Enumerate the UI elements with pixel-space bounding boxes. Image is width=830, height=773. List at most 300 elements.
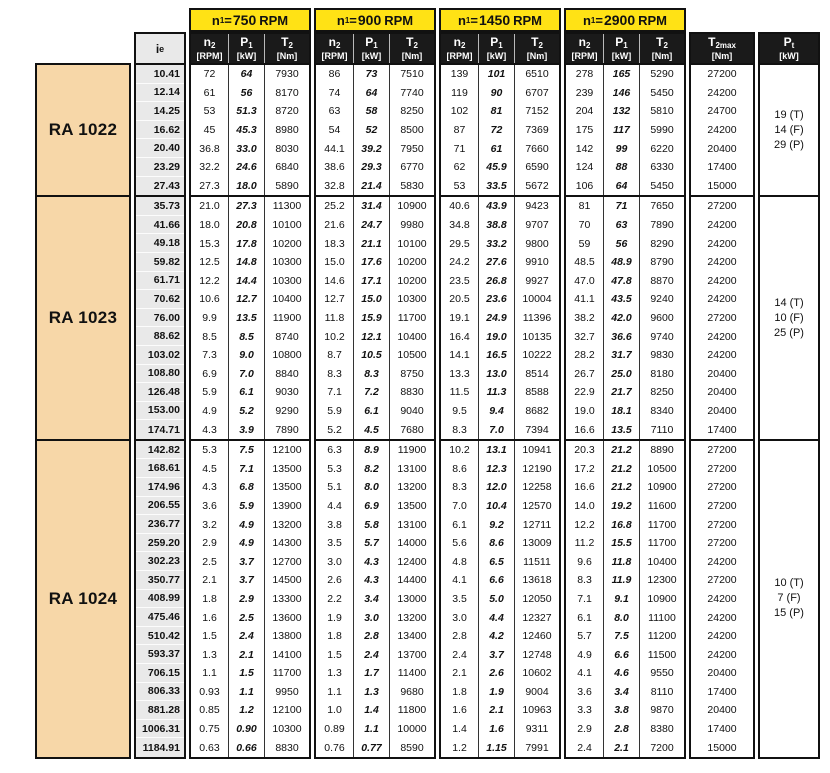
n2-value: 72 — [203, 68, 216, 81]
p1-value: 2.1 — [603, 738, 639, 757]
t2-value: 12400 — [389, 552, 434, 571]
t2-value: 5990 — [639, 121, 684, 140]
n2-value: 1.5 — [327, 648, 342, 661]
t2-value: 7110 — [639, 420, 684, 439]
col-header-n2-unit: [RPM] — [321, 51, 348, 61]
t2-value: 6330 — [639, 158, 684, 177]
n2-value: 47.0 — [574, 274, 595, 287]
p1-value: 4.4 — [478, 608, 514, 627]
t2max-value: 27200 — [707, 200, 737, 213]
t2-value: 10300 — [389, 290, 434, 309]
p1-value: 3.4 — [353, 590, 389, 609]
n2-value: 14.1 — [449, 349, 470, 362]
col-header-t2-symbol: $T_2$ — [406, 35, 418, 50]
t2-value: 13000 — [389, 590, 434, 609]
p1-value: 27.3 — [228, 197, 264, 216]
p1-value: 24.6 — [228, 158, 264, 177]
t2-value: 8514 — [514, 365, 559, 384]
ratio-value: 302.23 — [136, 552, 184, 571]
t2-value: 12190 — [514, 459, 559, 478]
p1-value: 17.8 — [228, 234, 264, 253]
t2-value: 13100 — [389, 459, 434, 478]
t2-value: 14500 — [264, 571, 309, 590]
p1-value: 23.6 — [478, 290, 514, 309]
t2-value: 7660 — [514, 139, 559, 158]
speed-group-data — [189, 195, 311, 441]
t2-value: 13200 — [389, 608, 434, 627]
n2-value: 0.63 — [199, 741, 220, 754]
t2-value: 10400 — [639, 552, 684, 571]
t2-value: 9550 — [639, 664, 684, 683]
thermal-power-cell — [758, 63, 820, 197]
n2-value: 139 — [450, 68, 469, 81]
model-group-ra-1022 — [35, 63, 820, 197]
p1-value: 17.1 — [353, 272, 389, 291]
p1-value: 64 — [228, 65, 264, 84]
speed-group-data — [564, 439, 686, 759]
t2max-value: 20400 — [707, 386, 737, 399]
col-header-t2-unit: [Nm] — [276, 51, 298, 61]
thermal-power-line: 15 (P) — [774, 607, 804, 620]
n2-value: 12.2 — [199, 274, 220, 287]
p1-value: 6.1 — [228, 383, 264, 402]
p1-value: 51.3 — [228, 102, 264, 121]
n2-value: 61 — [203, 86, 216, 99]
t2-value: 6770 — [389, 158, 434, 177]
t2-value: 12300 — [639, 571, 684, 590]
t2max-value: 27200 — [707, 68, 737, 81]
n2-value: 8.6 — [452, 462, 467, 475]
p1-value: 4.9 — [228, 515, 264, 534]
t2max-column — [689, 63, 755, 197]
t2max-header-symbol: $T_{2max}$ — [708, 35, 736, 50]
t2max-value: 27200 — [707, 537, 737, 550]
thermal-power-line: 10 (T) — [774, 577, 804, 590]
t2max-value: 24200 — [707, 555, 737, 568]
ratio-value: 1184.91 — [142, 741, 180, 754]
speed-group-data — [189, 63, 311, 197]
thermal-power-line: 7 (F) — [777, 592, 801, 605]
t2-value: 13200 — [264, 515, 309, 534]
t2-value: 11700 — [639, 515, 684, 534]
p1-value: 2.6 — [478, 664, 514, 683]
t2max-value: 15000 — [707, 179, 737, 192]
ratio-value: 16.62 — [136, 121, 184, 140]
n2-value: 8.7 — [327, 349, 342, 362]
n2-value: 38.2 — [574, 312, 595, 325]
t2-value: 13500 — [264, 478, 309, 497]
header-spacer — [35, 8, 186, 32]
p1-value: 8.0 — [603, 608, 639, 627]
n2-value: 10.6 — [199, 293, 220, 306]
t2-value: 11900 — [264, 309, 309, 328]
n2-value: 16.4 — [449, 330, 470, 343]
n2-value: 36.8 — [199, 142, 220, 155]
t2-value: 9423 — [514, 197, 559, 216]
n2-value: 3.0 — [452, 611, 467, 624]
t2-value: 8170 — [264, 84, 309, 103]
t2-value: 11396 — [514, 309, 559, 328]
n2-value: 4.3 — [202, 481, 217, 494]
ratio-value: 350.77 — [136, 571, 184, 590]
p1-value: 12.7 — [228, 290, 264, 309]
n2-value: 142 — [575, 142, 594, 155]
t2max-column — [689, 439, 755, 759]
p1-value: 64 — [603, 177, 639, 196]
p1-value: 8.5 — [228, 327, 264, 346]
col-header-p1-symbol: $P_1$ — [490, 35, 503, 50]
n2-value: 7.1 — [577, 592, 592, 605]
n2-value: 175 — [575, 124, 594, 137]
p1-value: 8.2 — [353, 459, 389, 478]
p1-value: 24.7 — [353, 216, 389, 235]
n2-value: 0.85 — [199, 704, 220, 717]
p1-value: 72 — [478, 121, 514, 140]
n2-value: 11.5 — [449, 386, 470, 399]
p1-value: 2.4 — [353, 645, 389, 664]
t2-value: 6220 — [639, 139, 684, 158]
t2-value: 10135 — [514, 327, 559, 346]
t2-value: 11700 — [264, 664, 309, 683]
n2-value: 45 — [203, 124, 216, 137]
p1-value: 1.15 — [478, 738, 514, 757]
p1-value: 3.7 — [228, 552, 264, 571]
t2max-value: 20400 — [707, 704, 737, 717]
p1-value: 31.7 — [603, 346, 639, 365]
n2-value: 1.6 — [452, 704, 467, 717]
n2-value: 6.9 — [202, 367, 217, 380]
p1-value: 88 — [603, 158, 639, 177]
t2-value: 7930 — [264, 65, 309, 84]
t2-value: 7650 — [639, 197, 684, 216]
n2-value: 40.6 — [449, 200, 470, 213]
n2-value: 53 — [203, 105, 216, 118]
n2-value: 7.0 — [452, 499, 467, 512]
p1-value: 61 — [478, 139, 514, 158]
pt-column-header — [758, 32, 820, 65]
p1-value: 3.8 — [603, 701, 639, 720]
thermal-power-line: 19 (T) — [774, 108, 804, 121]
col-header-t2-unit: [Nm] — [526, 51, 548, 61]
n2-value: 1.5 — [202, 630, 217, 643]
t2max-value: 27200 — [707, 462, 737, 475]
n2-value: 13.3 — [449, 367, 470, 380]
n2-value: 9.9 — [202, 312, 217, 325]
n2-value: 1.4 — [452, 723, 467, 736]
col-header-p1-unit: [kW] — [361, 51, 382, 61]
p1-value: 19.2 — [603, 497, 639, 516]
t2-value: 8750 — [389, 365, 434, 384]
n2-value: 48.5 — [574, 256, 595, 269]
n2-value: 7.1 — [327, 386, 342, 399]
n2-value: 11.8 — [324, 312, 345, 325]
speed-group-data — [314, 439, 436, 759]
col-header-n2 — [441, 34, 478, 63]
p1-value: 20.8 — [228, 216, 264, 235]
t2-value: 8110 — [639, 683, 684, 702]
n2-value: 19.0 — [574, 404, 595, 417]
p1-value: 3.4 — [603, 683, 639, 702]
t2-value: 6840 — [264, 158, 309, 177]
n2-value: 0.75 — [199, 723, 220, 736]
p1-value: 1.1 — [228, 683, 264, 702]
n2-value: 12.5 — [199, 256, 220, 269]
t2max-value: 17400 — [707, 423, 737, 436]
t2-value: 14400 — [389, 571, 434, 590]
n2-value: 1.6 — [202, 611, 217, 624]
n2-value: 20.5 — [449, 293, 470, 306]
n2-value: 9.5 — [452, 404, 467, 417]
ratio-value: 61.71 — [136, 272, 184, 291]
t2-value: 8790 — [639, 253, 684, 272]
p1-value: 73 — [353, 65, 389, 84]
t2-value: 8380 — [639, 720, 684, 739]
n2-value: 23.5 — [449, 274, 470, 287]
p1-value: 4.3 — [353, 571, 389, 590]
unit-header-group — [189, 32, 311, 65]
t2max-value: 24200 — [707, 293, 737, 306]
p1-value: 12.0 — [478, 478, 514, 497]
n2-value: 1.1 — [327, 685, 342, 698]
t2-value: 6510 — [514, 65, 559, 84]
p1-value: 5.0 — [478, 590, 514, 609]
t2-value: 9950 — [264, 683, 309, 702]
p1-value: 1.9 — [478, 683, 514, 702]
t2max-value: 17400 — [707, 685, 737, 698]
n2-value: 19.1 — [449, 312, 470, 325]
p1-value: 24.9 — [478, 309, 514, 328]
t2max-header-unit: [Nm] — [711, 51, 733, 61]
t2-value: 12327 — [514, 608, 559, 627]
col-header-t2 — [389, 34, 434, 63]
t2-value: 9030 — [264, 383, 309, 402]
n2-value: 16.6 — [574, 423, 595, 436]
p1-value: 2.1 — [228, 645, 264, 664]
n2-value: 4.1 — [577, 667, 592, 680]
n2-value: 8.3 — [452, 481, 467, 494]
p1-value: 43.9 — [478, 197, 514, 216]
t2-value: 8588 — [514, 383, 559, 402]
t2max-value: 20400 — [707, 367, 737, 380]
p1-value: 12.3 — [478, 459, 514, 478]
n2-value: 41.1 — [574, 293, 595, 306]
n2-value: 8.3 — [577, 574, 592, 587]
model-label: RA 1022 — [35, 63, 131, 197]
p1-value: 4.2 — [478, 627, 514, 646]
n2-value: 3.5 — [327, 537, 342, 550]
t2-value: 13009 — [514, 534, 559, 553]
p1-value: 33.0 — [228, 139, 264, 158]
p1-value: 13.5 — [603, 420, 639, 439]
col-header-p1-symbol: $P_1$ — [365, 35, 378, 50]
p1-value: 6.6 — [478, 571, 514, 590]
n2-value: 8.3 — [452, 423, 467, 436]
t2-value: 5810 — [639, 102, 684, 121]
p1-value: 25.0 — [603, 365, 639, 384]
t2-value: 7991 — [514, 738, 559, 757]
p1-value: 13.0 — [478, 365, 514, 384]
p1-value: 29.3 — [353, 158, 389, 177]
col-header-n2-symbol: $n_2$ — [453, 35, 466, 50]
n2-value: 22.9 — [574, 386, 595, 399]
t2-value: 9240 — [639, 290, 684, 309]
speed-group-data — [314, 63, 436, 197]
t2-value: 10100 — [389, 234, 434, 253]
ratio-value: 10.41 — [136, 65, 184, 84]
p1-value: 63 — [603, 216, 639, 235]
n2-value: 14.6 — [324, 274, 345, 287]
speed-group-header: n 1 = 1450 RPM — [439, 8, 561, 32]
t2-value: 5290 — [639, 65, 684, 84]
t2-value: 10800 — [264, 346, 309, 365]
t2max-value: 24200 — [707, 237, 737, 250]
col-header-n2-symbol: $n_2$ — [203, 35, 216, 50]
n2-value: 25.2 — [324, 200, 345, 213]
t2-value: 8890 — [639, 441, 684, 460]
t2-value: 13200 — [389, 478, 434, 497]
p1-value: 1.6 — [478, 720, 514, 739]
n2-value: 1.1 — [202, 667, 217, 680]
p1-value: 19.0 — [478, 327, 514, 346]
t2-value: 11400 — [389, 664, 434, 683]
n2-value: 26.7 — [574, 367, 595, 380]
col-header-p1 — [603, 34, 639, 63]
p1-value: 27.6 — [478, 253, 514, 272]
n2-value: 15.3 — [199, 237, 220, 250]
t2-value: 11100 — [639, 608, 684, 627]
t2-value: 9004 — [514, 683, 559, 702]
col-header-t2 — [264, 34, 309, 63]
n2-value: 1.3 — [202, 648, 217, 661]
p1-value: 4.9 — [228, 534, 264, 553]
t2max-value: 24200 — [707, 592, 737, 605]
model-group-ra-1023 — [35, 195, 820, 441]
t2-value: 8840 — [264, 365, 309, 384]
ratio-value: 126.48 — [136, 383, 184, 402]
speed-group-data — [564, 195, 686, 441]
col-header-t2-unit: [Nm] — [401, 51, 423, 61]
ratio-value: 27.43 — [153, 179, 180, 192]
t2max-value: 24200 — [707, 274, 737, 287]
t2-value: 10900 — [389, 197, 434, 216]
p1-value: 15.9 — [353, 309, 389, 328]
t2max-column-header — [689, 32, 755, 65]
col-header-p1-unit: [kW] — [611, 51, 632, 61]
t2-value: 7510 — [389, 65, 434, 84]
ratio-value: 881.28 — [136, 701, 184, 720]
p1-value: 3.7 — [478, 645, 514, 664]
p1-value: 8.0 — [353, 478, 389, 497]
t2max-value: 15000 — [707, 741, 737, 754]
n2-value: 3.8 — [327, 518, 342, 531]
p1-value: 21.7 — [603, 383, 639, 402]
n2-value: 3.6 — [202, 499, 217, 512]
n2-value: 124 — [575, 161, 594, 174]
p1-value: 47.8 — [603, 272, 639, 291]
t2-value: 14000 — [389, 534, 434, 553]
p1-value: 15.0 — [353, 290, 389, 309]
thermal-power-line: 25 (P) — [774, 326, 804, 339]
p1-value: 16.8 — [603, 515, 639, 534]
n2-value: 32.2 — [199, 161, 220, 174]
p1-value: 9.0 — [228, 346, 264, 365]
t2-value: 7680 — [389, 420, 434, 439]
n2-value: 24.2 — [449, 256, 470, 269]
t2-value: 13600 — [264, 608, 309, 627]
n2-value: 1.3 — [327, 667, 342, 680]
t2max-value: 24200 — [707, 330, 737, 343]
n2-value: 6.1 — [452, 518, 467, 531]
col-header-n2-unit: [RPM] — [446, 51, 473, 61]
n2-value: 2.9 — [577, 723, 592, 736]
t2-value: 11511 — [514, 552, 559, 571]
p1-value: 2.4 — [228, 627, 264, 646]
speed-group-data — [314, 195, 436, 441]
col-header-p1-symbol: $P_1$ — [615, 35, 628, 50]
p1-value: 17.6 — [353, 253, 389, 272]
speed-group-data — [439, 439, 561, 759]
thermal-power-line: 14 (T) — [774, 296, 804, 309]
t2-value: 8290 — [639, 234, 684, 253]
ratio-value: 70.62 — [136, 290, 184, 309]
thermal-power-line: 29 (P) — [774, 138, 804, 151]
t2-value: 12050 — [514, 590, 559, 609]
ratio-value: 14.25 — [136, 102, 184, 121]
t2-value: 8340 — [639, 402, 684, 421]
t2-value: 11700 — [639, 534, 684, 553]
t2-value: 10300 — [264, 272, 309, 291]
p1-value: 16.5 — [478, 346, 514, 365]
t2-value: 13500 — [389, 497, 434, 516]
p1-value: 7.1 — [228, 459, 264, 478]
t2-value: 12100 — [264, 701, 309, 720]
n2-value: 27.3 — [199, 179, 220, 192]
col-header-n2-unit: [RPM] — [571, 51, 598, 61]
p1-value: 2.9 — [228, 590, 264, 609]
t2-value: 11800 — [389, 701, 434, 720]
ratio-value: 408.99 — [136, 590, 184, 609]
t2max-value: 24200 — [707, 349, 737, 362]
n2-value: 3.3 — [577, 704, 592, 717]
n2-value: 74 — [328, 86, 341, 99]
ratio-value: 76.00 — [136, 309, 184, 328]
t2-value: 14100 — [264, 645, 309, 664]
speed-group-data — [439, 63, 561, 197]
n2-value: 1.2 — [452, 741, 467, 754]
n2-value: 5.1 — [327, 481, 342, 494]
t2-value: 8870 — [639, 272, 684, 291]
t2-value: 8250 — [389, 102, 434, 121]
n2-value: 15.0 — [324, 256, 345, 269]
p1-value: 64 — [353, 84, 389, 103]
p1-value: 99 — [603, 139, 639, 158]
ratio-value: 20.40 — [136, 139, 184, 158]
ratio-value: 510.42 — [136, 627, 184, 646]
n2-value: 9.6 — [577, 555, 592, 568]
p1-value: 38.8 — [478, 216, 514, 235]
thermal-power-line: 14 (F) — [774, 123, 804, 136]
p1-value: 8.6 — [478, 534, 514, 553]
ratio-value: 153.00 — [136, 402, 184, 421]
p1-value: 7.0 — [228, 365, 264, 384]
unit-header-group — [564, 32, 686, 65]
p1-value: 0.66 — [228, 738, 264, 757]
p1-value: 7.0 — [478, 420, 514, 439]
n2-value: 4.8 — [452, 555, 467, 568]
n2-value: 5.7 — [577, 630, 592, 643]
t2-value: 7890 — [264, 420, 309, 439]
p1-value: 2.1 — [478, 701, 514, 720]
